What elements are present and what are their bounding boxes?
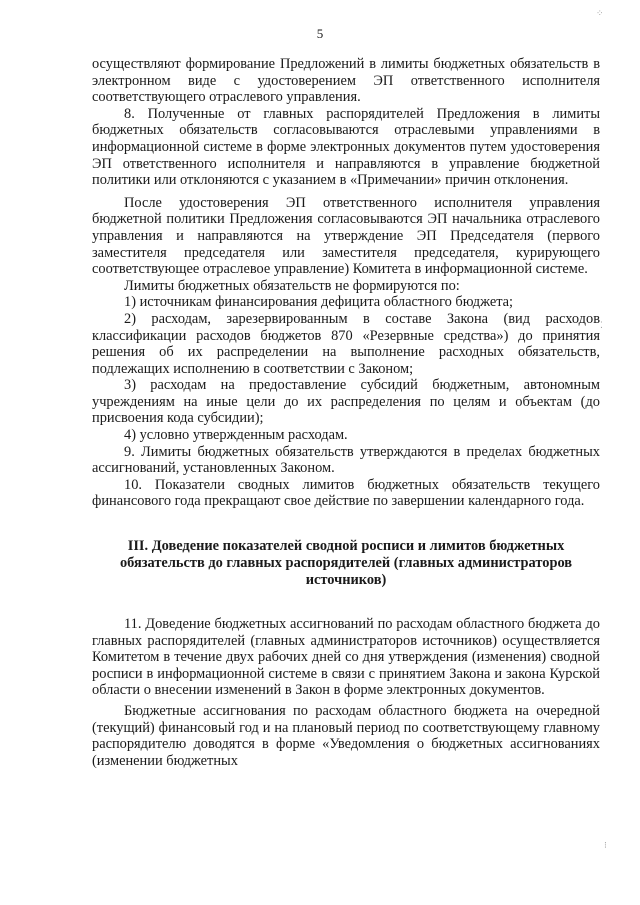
section-heading: III. Доведение показателей сводной росписи и лимитов бюджетных обязательств до главных распорядителей (главных администраторов источников) [119, 538, 573, 589]
list-intro: Лимиты бюджетных обязательств не формируются по: [124, 277, 460, 294]
scan-artifact: ⁝ [604, 840, 607, 850]
paragraph-item-10: 10. Показатели сводных лимитов бюджетных обязательств текущего финансового года прекращают свое действие по завершении календарного года. [92, 476, 600, 510]
paragraph: осуществляют формирование Предложений в лимиты бюджетных обязательств в электронном виде с удостоверением ЭП ответственного исполнителя соответствующего отраслевого управления. [92, 56, 600, 106]
list-item-1: 1) источникам финансирования дефицита областного бюджета; [124, 294, 514, 311]
scan-artifact: ⁘ [596, 8, 604, 18]
paragraph-item-11: 11. Доведение бюджетных ассигнований по расходам областного бюджета до главных распорядителей (главных администраторов источников) осуществляется Комитетом в течение двух рабочих дней со дня утверждения (изменения) сводной росписи в информационной системе в связи с принятием Закона и закона Курской области о внесении изменений в Закон в форме электронных документов. [92, 616, 600, 699]
document-body [92, 56, 600, 769]
scan-artifact: ⁚ [600, 320, 603, 330]
list-item-3: 3) расходам на предоставление субсидий бюджетным, автономным учреждениям на иные цели до их распределения по целям и объектам (до присвоения кода субсидии); [92, 377, 600, 427]
paragraph: Бюджетные ассигнования по расходам областного бюджета на очередной (текущий) финансовый год и на плановый период по соответствующему главному распорядителю доводятся в форме «Уведомления о бюджетных ассигнованиях (изменении бюджетных [92, 703, 600, 769]
list-item-4: 4) условно утвержденным расходам. [124, 427, 348, 444]
paragraph-item-9: 9. Лимиты бюджетных обязательств утверждаются в пределах бюджетных ассигнований, установленных Законом. [92, 443, 600, 477]
paragraph-item-8: 8. Полученные от главных распорядителей Предложения в лимиты бюджетных обязательств согласовываются отраслевыми управлениями в информационной системе в форме электронных документов путем удостоверения ЭП ответственного исполнителя и направляются в управление бюджетной политики или отклоняются с указанием в «Примечании» причин отклонения. [92, 105, 600, 189]
page-number: 5 [316, 26, 324, 41]
paragraph: После удостоверения ЭП ответственного исполнителя управления бюджетной политики Предложения согласовываются ЭП начальника отраслевого управления и направляются на утверждение ЭП Председателя (первого заместителя председателя или заместителя председателя, курирующего соответствующее отраслевое управление) Комитета в информационной системе. [92, 194, 600, 278]
list-item-2: 2) расходам, зарезервированным в составе Закона (вид расходов классификации расходов бюджетов 870 «Резервные средства») до принятия решения об их распределении на выполнение расходных обязательств, подлежащих исполнению в соответствии с Законом; [92, 310, 600, 377]
